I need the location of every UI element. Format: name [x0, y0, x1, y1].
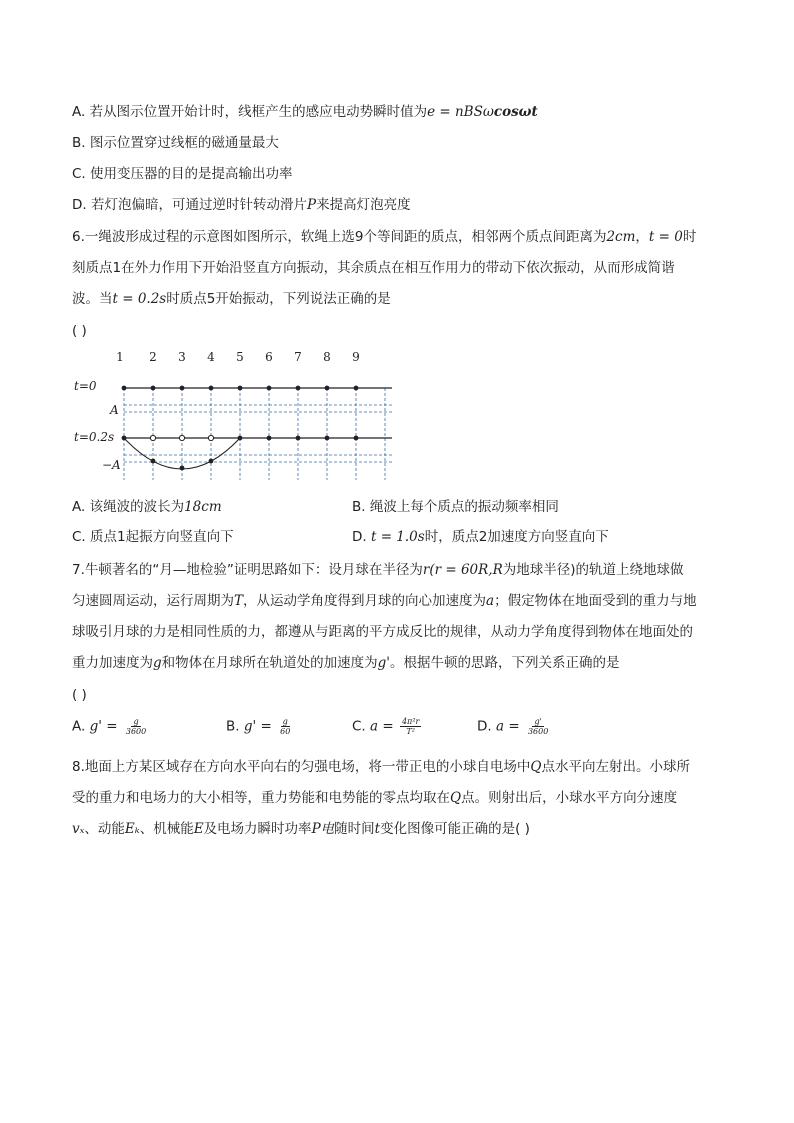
q5-option-a-math: e = nBSω: [427, 104, 494, 120]
point-label-1: 1: [116, 350, 124, 364]
q8-stem-line2: [72, 789, 677, 807]
label-neg-amplitude: −A: [102, 458, 121, 472]
q8-math-t: t: [374, 821, 381, 837]
point-label-4: 4: [207, 350, 215, 364]
q8-text-3c: 及电场力瞬时功率: [203, 821, 312, 837]
q5-option-a: [72, 103, 538, 121]
q7-text-2b: ，从运动学角度得到月球的向心加速度为: [243, 593, 487, 609]
q7-text-1a: 7.牛顿著名的“月—地检验”证明思路如下：设月球在半径为: [72, 562, 423, 578]
q5-option-c: C. 使用变压器的目的是提高输出功率: [72, 166, 293, 182]
q7-text-2c: ；假定物体在地面受到的重力与地: [494, 593, 697, 609]
q6-option-d: [352, 528, 609, 546]
label-amplitude: A: [110, 403, 119, 417]
q7-option-d-fraction: [526, 717, 550, 736]
point-label-5: 5: [236, 350, 244, 364]
q8-math-vx: vₓ: [72, 821, 85, 837]
q7-text-4c: 。根据牛顿的思路，下列关系正确的是: [390, 655, 620, 671]
q8-math-p: P电: [311, 821, 335, 837]
q7-answer-bracket: ( ): [72, 687, 87, 703]
q7-option-c-label: C.: [352, 718, 366, 735]
q8-text-2a: 受的重力和电场力的大小相等，重力势能和电势能的零点均取在: [72, 790, 450, 806]
q7-math-3: a: [486, 593, 495, 609]
q6-option-c: C. 质点1起振方向竖直向下: [72, 529, 234, 545]
q7-option-a-numerator: g: [133, 717, 139, 726]
q7-option-c: [352, 717, 421, 736]
point-label-7: 7: [294, 350, 302, 364]
q8-text-3e: 变化图像可能正确的是( ): [380, 821, 530, 837]
label-t02: t=0.2s: [74, 430, 115, 444]
q7-option-a: [72, 717, 148, 736]
q8-text-1a: 8.地面上方某区域存在方向水平向右的匀强电场，将一带正电的小球自电场中: [72, 759, 531, 775]
q7-option-c-denominator: T²: [406, 727, 415, 736]
q7-option-a-label: A.: [72, 718, 86, 735]
q7-option-b-numerator: g: [282, 717, 288, 726]
q5-option-d: [72, 196, 411, 214]
q7-math-5: g': [377, 655, 391, 671]
q6-math-3: t = 0.2s: [112, 291, 167, 307]
q7-option-b-denominator: 60: [280, 727, 291, 736]
label-t0: t=0: [74, 379, 97, 393]
point-label-8: 8: [323, 350, 331, 364]
q8-text-3a: 、动能: [84, 821, 125, 837]
q8-math-1: Q: [530, 759, 542, 775]
q7-math-1: r(r = 60R,R: [422, 562, 503, 578]
q6-option-a-math: 18cm: [184, 499, 222, 515]
q7-math-2: T: [234, 593, 244, 609]
q6-option-d-text: D.: [352, 529, 371, 545]
q5-option-a-text: A. 若从图示位置开始计时，线框产生的感应电动势瞬时值为: [72, 104, 428, 120]
q7-option-a-denominator: 3600: [125, 727, 147, 736]
q6-rope-wave-figure: [72, 340, 402, 485]
q5-option-d-math: P: [306, 197, 317, 213]
q7-option-b-lhs: g' =: [243, 718, 272, 735]
q8-math-2: Q: [450, 790, 462, 806]
q6-text-1a: 6.一绳波形成过程的示意图如图所示，软绳上选9个等间距的质点，相邻两个质点间距离为: [72, 229, 607, 245]
q8-text-1b: 点水平向左射出。小球所: [541, 759, 690, 775]
q6-text-3a: 波。当: [72, 291, 113, 307]
point-label-6: 6: [265, 350, 273, 364]
q6-text-3b: 时质点5开始振动，下列说法正确的是: [166, 291, 391, 307]
q7-option-b: [226, 717, 292, 736]
q7-stem-line2: [72, 592, 697, 610]
q5-option-b: B. 图示位置穿过线框的磁通量最大: [72, 135, 279, 151]
q8-text-2b: 点。则射出后，小球水平方向分速度: [461, 790, 678, 806]
q6-option-a: [72, 498, 222, 516]
q6-option-d-post: 时，质点2加速度方向竖直向下: [424, 529, 609, 545]
q7-option-b-label: B.: [226, 718, 240, 735]
point-label-3: 3: [178, 350, 186, 364]
q6-math-1: 2cm: [606, 229, 636, 245]
q7-option-d-lhs: a =: [495, 718, 520, 735]
q6-text-1c: 时: [682, 229, 697, 245]
q6-math-2: t = 0: [648, 229, 683, 245]
q5-option-d-text: D. 若灯泡偏暗，可通过逆时针转动滑片: [72, 197, 307, 213]
q7-stem-line3: 球吸引月球的力是相同性质的力，都遵从与距离的平方成反比的规律，从动力学角度得到物体在地面处的: [72, 624, 693, 640]
q7-stem-line1: [72, 561, 684, 579]
q6-option-a-text: A. 该绳波的波长为: [72, 499, 185, 515]
q7-option-c-numerator: 4π²r: [401, 717, 420, 726]
q6-stem-line3: [72, 290, 391, 308]
q7-option-d-denominator: 3600: [527, 727, 549, 736]
q8-math-e: E: [193, 821, 204, 837]
point-labels: [116, 350, 360, 364]
q7-option-b-fraction: [278, 717, 292, 736]
q5-option-d-post: 来提高灯泡亮度: [316, 197, 411, 213]
q6-option-b: B. 绳波上每个质点的振动频率相同: [352, 499, 559, 515]
point-label-9: 9: [352, 350, 360, 364]
q7-option-c-fraction: [400, 717, 421, 736]
q5-option-a-math2: cosωt: [493, 104, 538, 120]
q6-answer-bracket: ( ): [72, 323, 87, 339]
q7-stem-line4: [72, 654, 620, 672]
q8-text-3d: 随时间: [334, 821, 375, 837]
q8-stem-line1: [72, 758, 690, 776]
q7-option-a-lhs: g' =: [89, 718, 118, 735]
q6-text-1b: ，: [635, 229, 649, 245]
q7-text-4a: 重力加速度为: [72, 655, 153, 671]
q7-option-c-lhs: a =: [370, 718, 394, 735]
q6-stem-line1: [72, 228, 696, 246]
q7-text-4b: 和物体在月球所在轨道处的加速度为: [161, 655, 378, 671]
q7-option-d-label: D.: [477, 718, 492, 735]
q7-option-a-fraction: [124, 717, 148, 736]
q7-text-1b: 为地球半径)的轨道上绕地球做: [502, 562, 684, 578]
q7-math-4: g: [153, 655, 162, 671]
q7-option-d: [477, 717, 550, 736]
q6-option-d-math: t = 1.0s: [370, 529, 425, 545]
q8-math-ek: Eₖ: [124, 821, 140, 837]
q7-text-2a: 匀速圆周运动，运行周期为: [72, 593, 234, 609]
point-label-2: 2: [149, 350, 157, 364]
q8-text-3b: 、机械能: [139, 821, 194, 837]
q6-stem-line2: 刻质点1在外力作用下开始沿竖直方向振动，其余质点在相互作用力的带动下依次振动，从而形成简谐: [72, 260, 675, 276]
q7-option-d-numerator: g': [534, 717, 542, 726]
q8-stem-line3: [72, 820, 530, 838]
